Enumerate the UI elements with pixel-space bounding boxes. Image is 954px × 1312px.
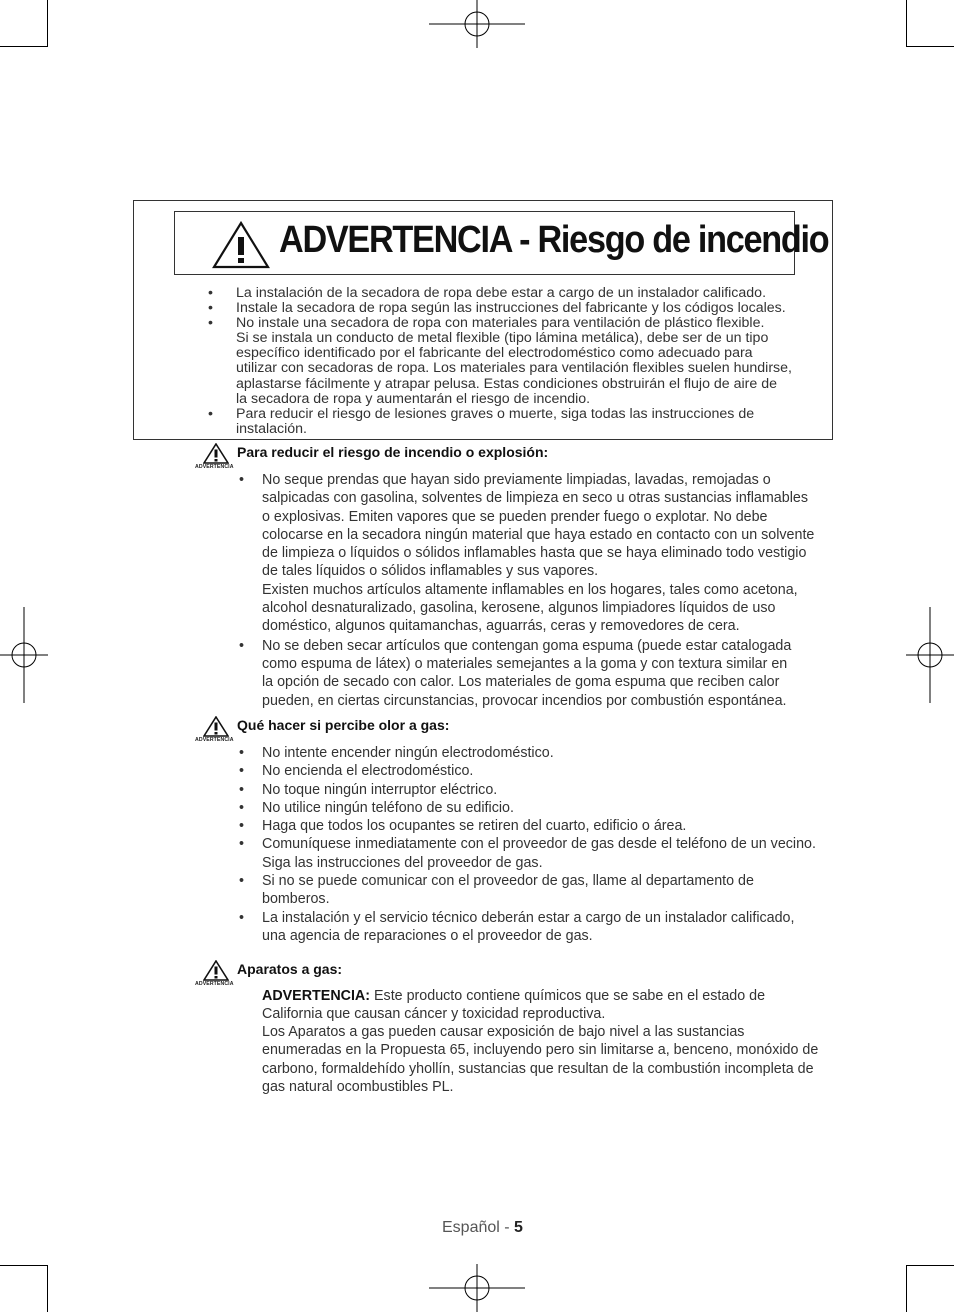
warning-triangle-icon	[212, 221, 270, 274]
page-footer	[442, 1219, 523, 1237]
list-item-text: La instalación de la secadora de ropa debe estar a cargo de un instalador calificado.	[236, 285, 767, 301]
warning-badge-label: ADVERTENCIA	[195, 981, 234, 987]
warning-triangle-icon	[203, 960, 229, 981]
section-heading-text: Aparatos a gas:	[237, 961, 343, 977]
list-item	[236, 744, 836, 762]
list-item	[204, 286, 804, 301]
list-item	[204, 407, 804, 437]
list-item	[236, 872, 836, 909]
list-item	[236, 817, 836, 835]
title-box	[174, 211, 829, 275]
crop-mark	[906, 1265, 954, 1266]
warning-badge-label: ADVERTENCIA	[195, 464, 234, 470]
list-item-text: No encienda el electrodoméstico.	[262, 763, 474, 780]
prop65-paragraph	[262, 987, 837, 1024]
section-heading-text: Para reducir el riesgo de incendio o explosión:	[237, 444, 549, 460]
warning-triangle-icon	[203, 443, 229, 464]
list-item-text: Si no se puede comunicar con el proveedor de gas, llame al departamento de bomberos.	[262, 873, 754, 908]
list-item	[236, 471, 836, 636]
list-item-text: Instale la secadora de ropa según las instrucciones del fabricante y los códigos locales.	[236, 300, 786, 317]
crop-mark	[47, 1265, 48, 1312]
warning-badge-label: ADVERTENCIA	[195, 737, 234, 743]
registration-mark-top	[429, 0, 525, 48]
list-item-text: No instale una secadora de ropa con materiales para ventilación de plástico flexible. Si se instala un conducto de metal flexible (tipo lámina metálica), debe ser de un tipo específico identificado por el fabricante del electrodoméstico como adecuado para utilizar con secadoras de ropa. Los materiales para ventilación flexibles suelen hundirse, aplastarse fácilmente y atrapar pelusa. Estas condiciones obstruirán el flujo de aire de la secadora de ropa y aumentarán el riesgo de incendio.	[236, 315, 792, 407]
crop-mark	[906, 0, 907, 47]
list-item-text: No toque ningún interruptor eléctrico.	[262, 781, 498, 798]
list-item-text: La instalación y el servicio técnico deberán estar a cargo de un instalador calificado, una agencia de reparaciones o el proveedor de gas.	[262, 909, 795, 944]
gas-smell-list	[236, 744, 836, 945]
footer-language: Español -	[442, 1219, 515, 1236]
list-item	[204, 301, 804, 316]
page-title: ADVERTENCIA - Riesgo de incendio	[279, 219, 829, 261]
crop-mark	[0, 1265, 47, 1266]
crop-mark	[906, 46, 954, 47]
list-item	[236, 835, 836, 872]
list-item	[236, 762, 836, 780]
section-heading-text: Qué hacer si percibe olor a gas:	[237, 717, 450, 733]
fire-warning-list	[204, 286, 804, 437]
fire-warning-box	[133, 200, 833, 440]
crop-mark	[0, 46, 47, 47]
list-item-text: No intente encender ningún electrodoméstico.	[262, 745, 554, 761]
gas-exposure-paragraph	[262, 1023, 837, 1096]
crop-mark	[47, 0, 48, 47]
list-item-text: Comuníquese inmediatamente con el proveedor de gas desde el teléfono de un vecino. Siga las instrucciones del proveedor de gas.	[262, 836, 816, 871]
list-item-text: Haga que todos los ocupantes se retiren del cuarto, edificio o área.	[262, 818, 687, 835]
registration-mark-bottom	[429, 1264, 525, 1312]
list-item	[236, 799, 836, 817]
warning-triangle-icon	[203, 716, 229, 737]
registration-mark-right	[906, 607, 954, 703]
list-item	[236, 909, 836, 946]
crop-mark	[906, 1265, 907, 1312]
registration-mark-left	[0, 607, 48, 703]
list-item-text: No utilice ningún teléfono de su edificio.	[262, 799, 514, 816]
prop65-text: Este producto contiene químicos que se sabe en el estado de California que causan cáncer y toxicidad reproductiva.	[262, 988, 766, 1023]
list-item-text: Para reducir el riesgo de lesiones graves o muerte, siga todas las instrucciones de instalación.	[236, 405, 755, 437]
list-item	[236, 781, 836, 799]
list-item	[204, 316, 804, 407]
warning-prefix: ADVERTENCIA:	[262, 988, 371, 1004]
gas-exposure-text: Los Aparatos a gas pueden causar exposición de bajo nivel a las sustancias enumeradas en la Propuesta 65, incluyendo pero sin limitarse a, benceno, monóxido de carbono, formaldehído yhollín, sustancias que resultan de la combustión incompleta de gas natural ocombustibles PL.	[262, 1024, 819, 1095]
list-item	[236, 637, 836, 710]
list-item-text: No seque prendas que hayan sido previamente limpiadas, lavadas, remojadas o salpicadas con gasolina, solventes de limpieza en seco u otras sustancias inflamables o explosivas. Emiten vapores que se pueden prender fuego o explotar. No debe colocarse en la secadora ningún material que haya estado en contacto con un solvente de limpieza o líquidos o sólidos inflamables hasta que se haya eliminado todo vestigio de tales líquidos o sólidos inflamables y sus vapores. Existen muchos artículos altamente inflamables en los hogares, tales como acetona, alcohol desnaturalizado, gasolina, kerosene, algunos limpiadores líquidos de uso doméstico, algunos quitamanchas, aguarrás, ceras y removedores de cera.	[262, 472, 815, 635]
list-item-text: No se deben secar artículos que contengan goma espuma (puede estar catalogada como espuma de látex) o materiales semejantes a la goma y con textura similar en la opción de secado con calor. Los materiales de goma espuma que reciben calor pueden, en ciertas circunstancias, provocar incendios por combustión espontánea.	[262, 637, 792, 709]
page-number: 5	[514, 1219, 523, 1236]
explosion-list	[236, 471, 836, 710]
